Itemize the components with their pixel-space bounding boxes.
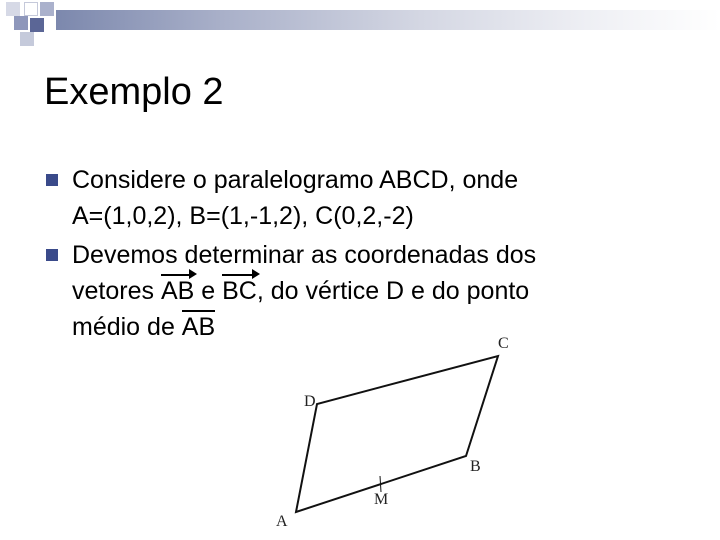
bullet-square-icon xyxy=(46,249,58,261)
corner-decoration xyxy=(0,0,60,48)
label-d: D xyxy=(304,393,316,410)
text-fragment: , do vértice D e do ponto xyxy=(256,277,530,305)
parallelogram-figure xyxy=(270,326,520,536)
segment-ab: AB xyxy=(182,309,215,345)
label-m: M xyxy=(374,491,389,508)
header-band xyxy=(56,10,720,30)
midpoint-tick xyxy=(380,476,381,492)
bullet-text xyxy=(72,273,682,309)
label-a: A xyxy=(276,513,288,530)
slide-title: Exemplo 2 xyxy=(44,71,224,113)
bullet-text: Devemos determinar as coordenadas dos xyxy=(72,241,537,269)
label-c: C xyxy=(498,335,509,352)
vector-ab: AB xyxy=(161,273,194,309)
text-fragment: médio de xyxy=(72,313,182,341)
bullet-text: Considere o paralelogramo ABCD, onde xyxy=(72,166,519,194)
bullet-item xyxy=(42,162,682,234)
parallelogram-shape xyxy=(296,356,498,512)
vector-bc: BC xyxy=(222,273,257,309)
text-fragment: vetores xyxy=(72,277,161,305)
label-b: B xyxy=(470,458,481,475)
bullet-text: A=(1,0,2), B=(1,-1,2), C(0,2,-2) xyxy=(72,202,414,230)
bullet-square-icon xyxy=(46,174,58,186)
bullet-list xyxy=(42,162,682,348)
text-fragment: e xyxy=(194,277,223,305)
